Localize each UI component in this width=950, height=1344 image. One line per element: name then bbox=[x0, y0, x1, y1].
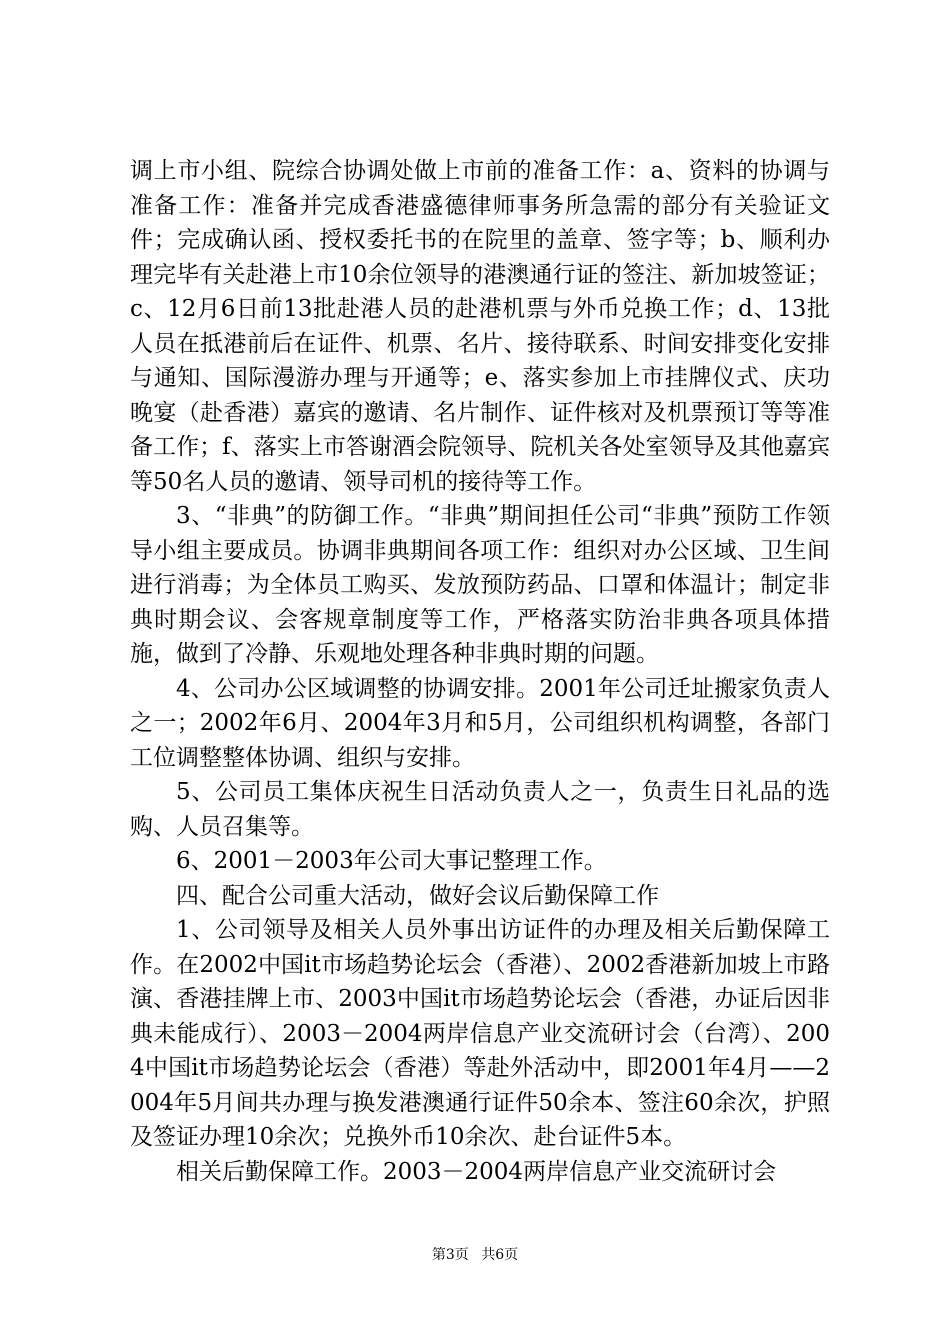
paragraph-chronicle: 6、2001－2003年公司大事记整理工作。 bbox=[176, 848, 607, 874]
section-heading-four: 四、配合公司重大活动，做好会议后勤保障工作 bbox=[176, 882, 659, 909]
paragraph-sars-prevention: 3、“非典”的防御工作。“非典”期间担任公司“非典”预防工作领导小组主要成员。协调非典期间各项工作：组织对办公区域、卫生间进行消毒；为全体员工购买、发放预防药品、口罩和体温计；制定非典时期会议、会客规章制度等工作，严格落实防治非典各项具体措施，做到了冷静、乐观地处理各种非典时期的问题。 bbox=[130, 503, 830, 667]
paragraph-office-adjustment: 4、公司办公区域调整的协调安排。2001年公司迁址搬家负责人之一；2002年6月、2004年3月和5月，公司组织机构调整，各部门工位调整整体协调、组织与安排。 bbox=[130, 675, 830, 771]
paragraph-birthday-activity: 5、公司员工集体庆祝生日活动负责人之一，负责生日礼品的选购、人员召集等。 bbox=[130, 779, 830, 840]
document-body bbox=[130, 154, 830, 1189]
page-footer bbox=[0, 1244, 950, 1264]
page-number-current: 第3页 bbox=[431, 1247, 469, 1263]
page-number-total: 共6页 bbox=[481, 1247, 519, 1263]
paragraph-logistics: 相关后勤保障工作。2003－2004两岸信息产业交流研讨会 bbox=[176, 1158, 777, 1185]
paragraph-continuation: 调上市小组、院综合协调处做上市前的准备工作：a、资料的协调与准备工作：准备并完成香港盛德律师事务所急需的部分有关验证文件；完成确认函、授权委托书的在院里的盖章、签字等；b、顺利办理完毕有关赴港上市10余位领导的港澳通行证的签注、新加坡签证；c、12月6日前13批赴港人员的赴港机票与外币兑换工作；d、13批人员在抵港前后在证件、机票、名片、接待联系、时间安排变化安排与通知、国际漫游办理与开通等；e、落实参加上市挂牌仪式、庆功晚宴（赴香港）嘉宾的邀请、名片制作、证件核对及机票预订等等准备工作；f、落实上市答谢酒会院领导、院机关各处室领导及其他嘉宾等50名人员的邀请、领导司机的接待等工作。 bbox=[130, 158, 830, 495]
paragraph-foreign-affairs: 1、公司领导及相关人员外事出访证件的办理及相关后勤保障工作。在2002中国it市场趋势论坛会（香港）、2002香港新加坡上市路演、香港挂牌上市、2003中国it市场趋势论坛会（香港，办证后因非典未能成行）、2003－2004两岸信息产业交流研讨会（台湾）、2004中国it市场趋势论坛会（香港）等赴外活动中，即2001年4月——2004年5月间共办理与换发港澳通行证件50余本、签注60余次，护照及签证办理10余次；兑换外币10余次、赴台证件5本。 bbox=[130, 917, 830, 1150]
